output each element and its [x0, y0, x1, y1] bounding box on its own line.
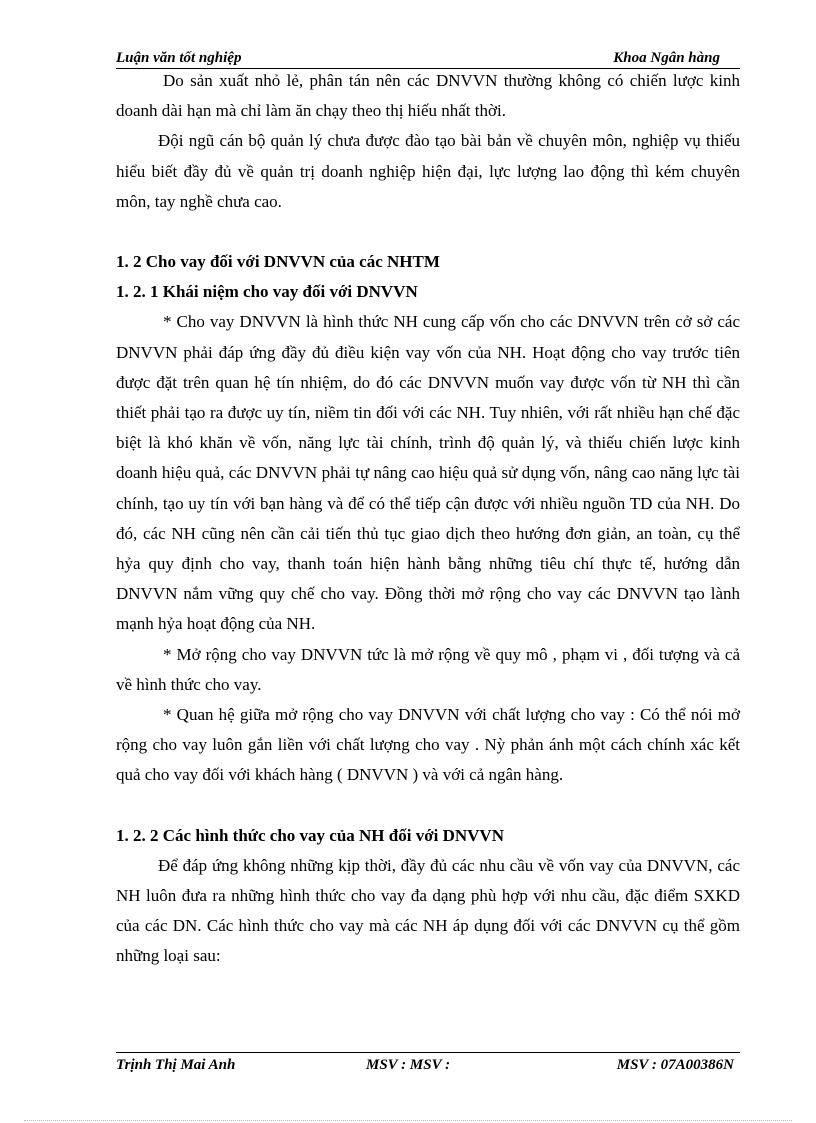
footer-msv-label: MSV : MSV :	[366, 1057, 451, 1073]
footer-author: Trịnh Thị Mai Anh	[116, 1057, 236, 1073]
paragraph-6: Để đáp ứng không những kịp thời, đầy đủ các nhu cầu về vốn vay của DNVVN, các NH luôn đưa ra những hình thức cho vay đa dạng phù hợp với nhu cầu, đặc điểm SXKD của các DN. Các hình thức cho vay mà các NH áp dụng đối với các DNVVN cụ thể gồm những loại sau:	[116, 855, 740, 966]
section-heading-1-2-2: 1. 2. 2 Các hình thức cho vay của NH đối với DNVVN	[116, 825, 504, 845]
paragraph-3: * Cho vay DNVVN là hình thức NH cung cấp vốn cho các DNVVN trên cở sở các DNVVN phải đáp ứng đầy đủ điều kiện vay vốn của NH. Hoạt động cho vay trước tiên được đặt trên quan hệ tín nhiệm, do đó các DNVVN muốn vay được vốn từ NH thì cần thiết phải tạo ra được uy tín, niềm tin đối với các NH. Tuy nhiên, với rất nhiều hạn chế đặc biệt là khó khăn về vốn, năng lực tài chính, trình độ quản lý, và thiếu chiến lược kinh doanh hiệu quả, các DNVVN phải tự nâng cao hiệu quả sử dụng vốn, nâng cao năng lực tài chính, tạo uy tín với bạn hàng và để có thể tiếp cận được với nhiều nguồn TD của NH. Do đó, các NH cũng nên cần cải tiến thủ tục giao dịch theo hướng đơn giản, an toàn, cụ thể hỷa quy định cho vay, thanh toán hiện hành bằng những tiêu chí thực tế, hướng dẫn DNVVN nắm vững quy chế cho vay. Đồng thời mở rộng cho vay các DNVVN tạo lành mạnh hỷa hoạt động của NH.	[116, 312, 740, 634]
paragraph-5: * Quan hệ giữa mở rộng cho vay DNVVN với chất lượng cho vay : Có thể nói mở rộng cho vay luôn gắn liền với chất lượng cho vay . Nỳ phản ánh một cách chính xác kết quả cho vay đối với khách hàng ( DNVVN ) và với cả ngân hàng.	[116, 705, 740, 785]
spacer	[116, 791, 740, 821]
page-footer	[116, 1052, 740, 1073]
paragraph-2: Đội ngũ cán bộ quản lý chưa được đào tạo bài bản về chuyên môn, nghiệp vụ thiếu hiểu biết đầy đủ về quản trị doanh nghiệp hiện đại, lực lượng lao động thì kém chuyên môn, tay nghề chưa cao.	[116, 131, 740, 211]
paragraph-1: Do sản xuất nhỏ lẻ, phân tán nên các DNVVN thường không có chiến lược kinh doanh dài hạn mà chỉ làm ăn chạy theo thị hiếu nhất thời.	[116, 71, 740, 121]
footer-msv-value: MSV : 07A00386N	[616, 1057, 734, 1073]
document-body	[116, 66, 740, 972]
paragraph-4: * Mở rộng cho vay DNVVN tức là mở rộng về quy mô , phạm vi , đối tượng và cả về hình thức cho vay.	[116, 644, 740, 694]
section-heading-1-2: 1. 2 Cho vay đối với DNVVN của các NHTM	[116, 252, 440, 272]
page-bottom-divider	[24, 1120, 792, 1122]
spacer	[116, 217, 740, 247]
section-heading-1-2-1: 1. 2. 1 Khái niệm cho vay đối với DNVVN	[116, 282, 418, 302]
header-thesis-title: Luận văn tốt nghiệp	[116, 50, 242, 66]
header-faculty: Khoa Ngân hàng	[613, 50, 720, 66]
